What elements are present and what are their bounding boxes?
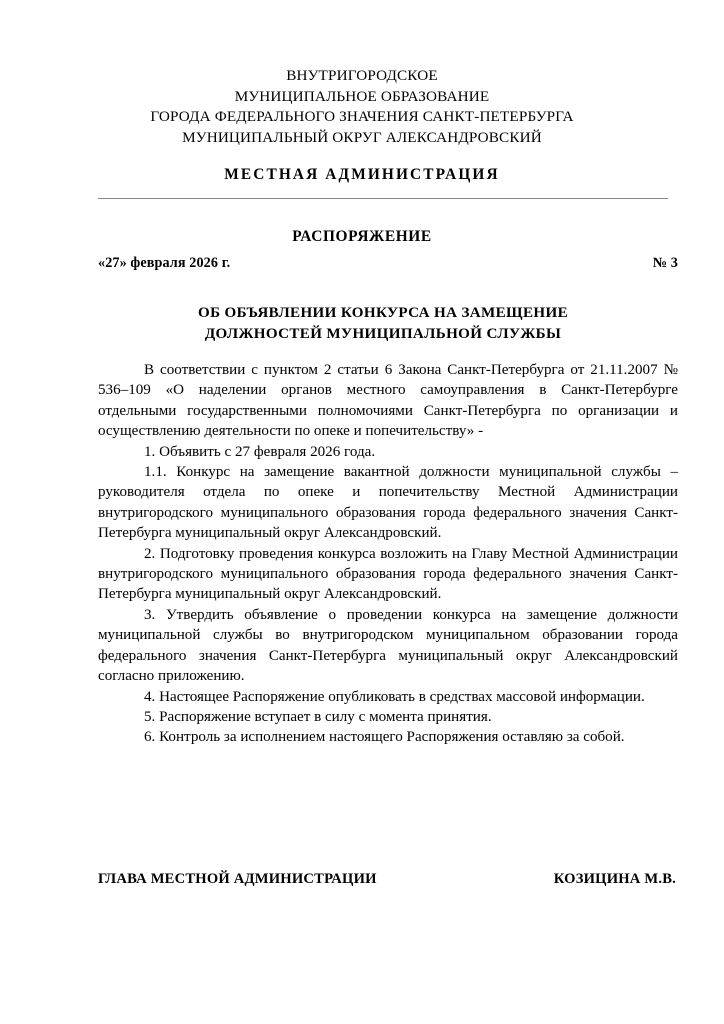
body-paragraph-item-3: 3. Утвердить объявление о проведении конкурса на замещение должности муниципальной службы во внутригородском муниципальном образовании города федерального значения Санкт-Петербурга муниципальный округ Александровский согласно приложению.	[98, 606, 678, 685]
date-number-row	[98, 255, 678, 272]
body-paragraph-item-6: 6. Контроль за исполнением настоящего Распоряжения оставляю за собой.	[144, 729, 625, 746]
body-paragraph-item-1: 1. Объявить с 27 февраля 2026 года.	[144, 443, 376, 460]
document-subject	[98, 303, 668, 345]
document-type-heading: РАСПОРЯЖЕНИЕ	[292, 228, 432, 245]
document-body	[98, 360, 678, 748]
masthead-line-1: ВНУТРИГОРОДСКОЕ	[286, 67, 438, 84]
document-date: «27» февраля 2026 г.	[98, 255, 231, 271]
body-paragraph-item-1-1: 1.1. Конкурс на замещение вакантной должности муниципальной службы – руководителя отдела по опеке и попечительству Местной Администрации внутригородского муниципального образования города федерального значения Санкт-Петербурга муниципальный округ Александровский.	[98, 464, 678, 542]
masthead-line-3: ГОРОДА ФЕДЕРАЛЬНОГО ЗНАЧЕНИЯ САНКТ-ПЕТЕРБУРГА	[150, 108, 574, 125]
signature-block	[98, 871, 678, 888]
body-paragraph-item-2: 2. Подготовку проведения конкурса возложить на Главу Местной Администрации внутригородского муниципального образования города федерального значения Санкт-Петербурга муниципальный округ Александровский.	[98, 545, 678, 603]
body-paragraph-item-4: 4. Настоящее Распоряжение опубликовать в средствах массовой информации.	[144, 688, 645, 705]
header-divider	[98, 198, 668, 199]
subject-line-2: ДОЛЖНОСТЕЙ МУНИЦИПАЛЬНОЙ СЛУЖБЫ	[204, 326, 562, 342]
masthead	[46, 66, 678, 148]
subject-line-1: ОБ ОБЪЯВЛЕНИИ КОНКУРСА НА ЗАМЕЩЕНИЕ	[197, 305, 568, 321]
signature-role: ГЛАВА МЕСТНОЙ АДМИНИСТРАЦИИ	[98, 871, 377, 887]
masthead-line-4: МУНИЦИПАЛЬНЫЙ ОКРУГ АЛЕКСАНДРОВСКИЙ	[182, 128, 542, 146]
masthead-line-2: МУНИЦИПАЛЬНОЕ ОБРАЗОВАНИЕ	[234, 87, 490, 105]
administration-title: МЕСТНАЯ АДМИНИСТРАЦИЯ	[224, 166, 500, 183]
body-paragraph-preamble: В соответствии с пунктом 2 статьи 6 Закона Санкт-Петербурга от 21.11.2007 № 536–109 «О наделении органов местного самоуправления в Санкт-Петербурге отдельными государственными полномочиями Санкт-Петербурга по организации и осуществлению деятельности по опеке и попечительству» -	[98, 362, 678, 440]
document-number: № 3	[652, 255, 678, 271]
body-paragraph-item-5: 5. Распоряжение вступает в силу с момента принятия.	[144, 708, 492, 725]
signature-name: КОЗИЦИНА М.В.	[553, 871, 676, 887]
